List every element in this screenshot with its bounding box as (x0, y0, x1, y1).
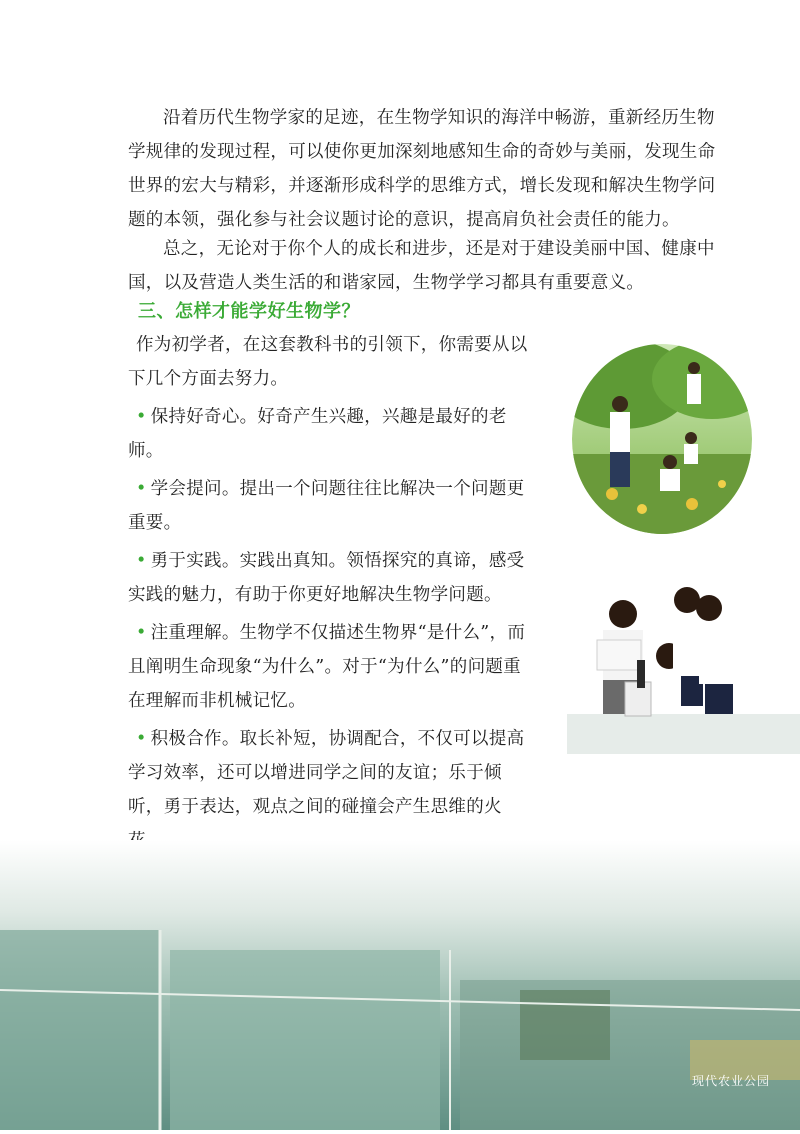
list-item (128, 400, 528, 468)
intro-paragraph-2: 总之，无论对于你个人的成长和进步，还是对于建设美丽中国、健康中国，以及营造人类生活的和谐家园，生物学学习都具有重要意义。 (128, 239, 715, 293)
bullet-text: 积极合作。取长补短，协调配合，不仅可以提高学习效率，还可以增进同学之间的友谊；乐于倾听，勇于表达，观点之间的碰撞会产生思维的火 (128, 729, 525, 817)
bullet-text: 学会提问。提出一个问题往往比解决一个问题更重要。 (128, 479, 525, 533)
list-item (128, 472, 528, 540)
bullet-icon: • (136, 623, 147, 643)
microscope-photo (567, 582, 800, 754)
lead-paragraph: 作为初学者，在这套教科书的引领下，你需要从以下几个方面去努力。 (128, 335, 528, 389)
field-study-photo (572, 344, 752, 534)
aerial-farm-photo (0, 840, 800, 1130)
list-item (128, 544, 528, 612)
bullet-icon: • (136, 479, 147, 499)
bullet-text: 保持好奇心。好奇产生兴趣，兴趣是最好的老师。 (128, 407, 507, 461)
intro-paragraph-1: 沿着历代生物学家的足迹，在生物学知识的海洋中畅游，重新经历生物学规律的发现过程，可以使你更加深刻地感知生命的奇妙与美丽，发现生命世界的宏大与精彩，并逐渐形成科学的思维方式，增长发现和解决生物学问题的本领，强化参与社会议题讨论的意识，提高肩负社会责任的能力。 (128, 108, 716, 230)
list-item (128, 722, 528, 858)
bullet-text: 注重理解。生物学不仅描述生物界“是什么”，而且阐明生命现象“为什么”。对于“为什么”的问题重在理解而非机械记忆。 (128, 623, 526, 711)
bullet-icon: • (136, 407, 147, 427)
bullet-icon: • (136, 551, 147, 571)
list-item (128, 616, 528, 718)
bullet-icon: • (136, 729, 147, 749)
section-heading: 三、怎样才能学好生物学？ (138, 301, 360, 322)
aerial-caption: 现代农业公园 (691, 1074, 770, 1088)
bullet-text: 勇于实践。实践出真知。领悟探究的真谛，感受实践的魅力，有助于你更好地解决生物学问题。 (128, 551, 525, 605)
